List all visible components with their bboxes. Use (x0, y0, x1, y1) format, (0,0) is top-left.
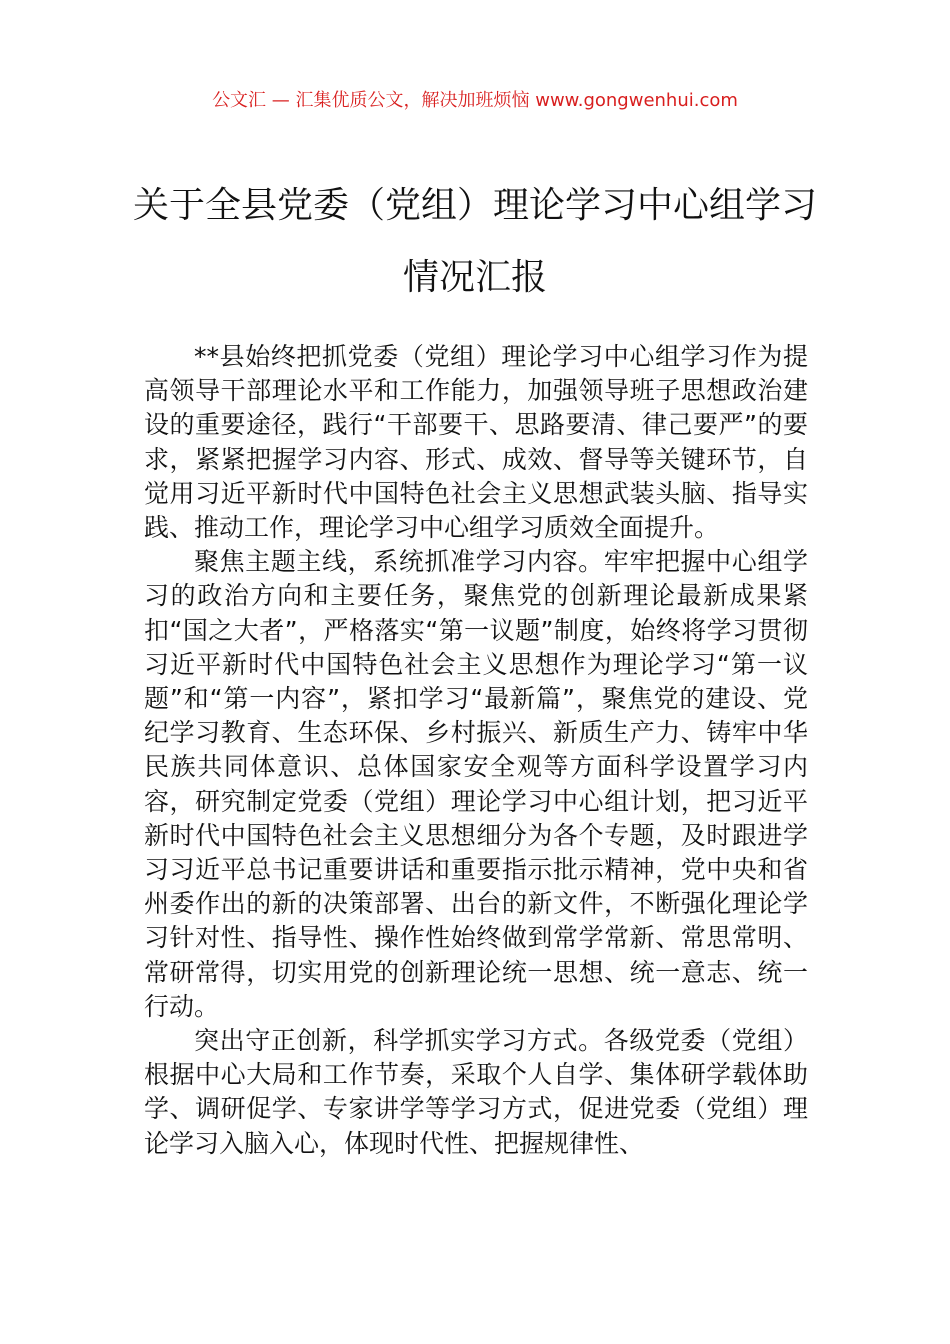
paragraph-learning-content: 聚焦主题主线，系统抓准学习内容。牢牢把握中心组学习的政治方向和主要任务，聚焦党的创新理论最新成果紧扣“国之大者”，严格落实“第一议题”制度，始终将学习贯彻习近平新时代中国特色社会主义思想作为理论学习“第一议题”和“第一内容”，紧扣学习“最新篇”，聚焦党的建设、党纪学习教育、生态环保、乡村振兴、新质生产力、铸牢中华民族共同体意识、总体国家安全观等方面科学设置学习内容，研究制定党委（党组）理论学习中心组计划，把习近平新时代中国特色社会主义思想细分为各个专题，及时跟进学习习近平总书记重要讲话和重要指示批示精神，党中央和省州委作出的新的决策部署、出台的新文件，不断强化理论学习针对性、指导性、操作性始终做到常学常新、常思常明、常研常得，切实用党的创新理论统一思想、统一意志、统一行动。 (144, 547, 808, 1021)
document-body (144, 340, 808, 1161)
site-banner: 公文汇 — 汇集优质公文，解决加班烦恼 www.gongwenhui.com (212, 90, 738, 111)
document-title: 关于全县党委（党组）理论学习中心组学习情况汇报 (132, 185, 817, 298)
paragraph-learning-methods: 突出守正创新，科学抓实学习方式。各级党委（党组）根据中心大局和工作节奏，采取个人自学、集体研学载体助学、调研促学、专家讲学等学习方式，促进党委（党组）理论学习入脑入心，体现时代性、把握规律性、 (144, 1026, 808, 1158)
paragraph-intro: **县始终把抓党委（党组）理论学习中心组学习作为提高领导干部理论水平和工作能力，加强领导班子思想政治建设的重要途径，践行“干部要干、思路要清、律己要严”的要求，紧紧把握学习内容、形式、成效、督导等关键环节，自觉用习近平新时代中国特色社会主义思想武装头脑、指导实践、推动工作，理论学习中心组学习质效全面提升。 (144, 342, 808, 543)
